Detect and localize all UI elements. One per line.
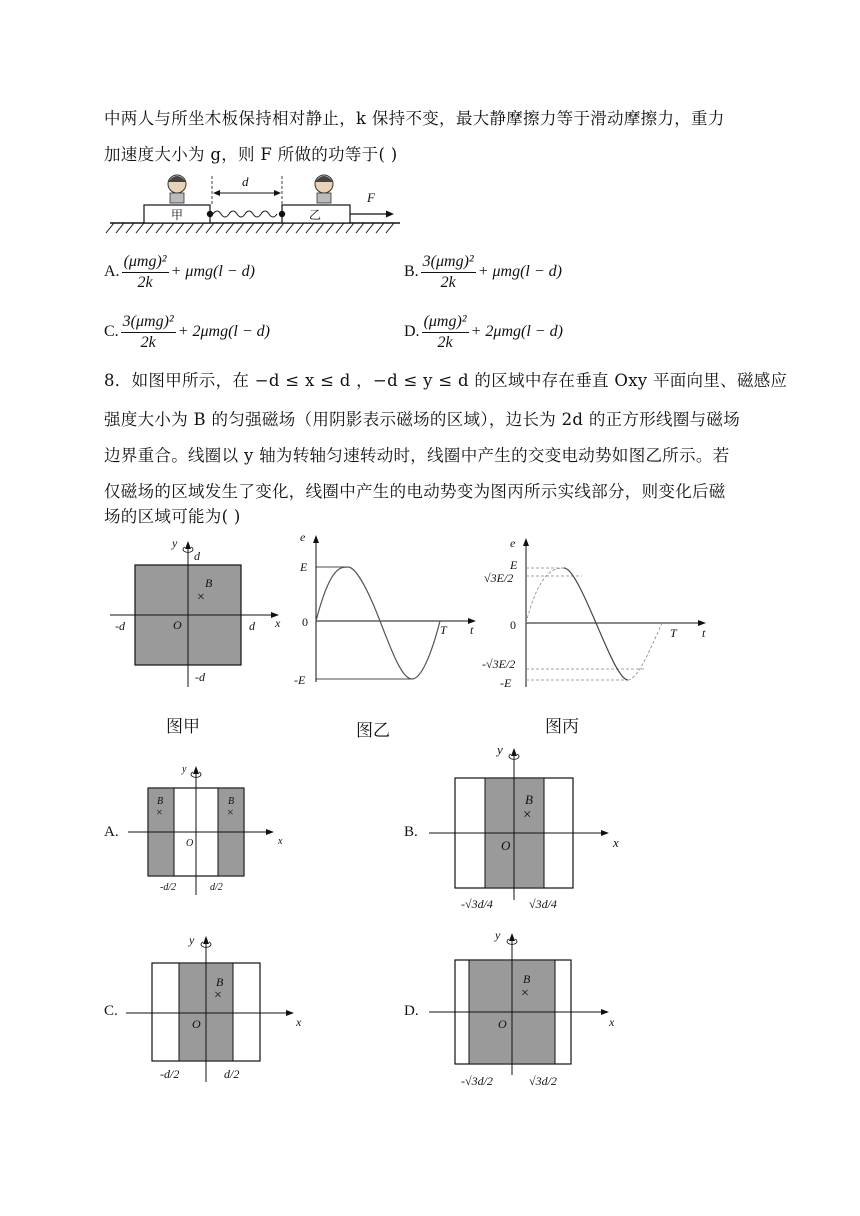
svg-text:d: d	[242, 174, 249, 189]
solid-curve-bing	[564, 568, 628, 680]
caption-yi: 图乙	[356, 721, 390, 741]
sine-curve-yi	[316, 567, 440, 679]
svg-text:O: O	[501, 838, 511, 853]
text-line-2: 加速度大小为 g，则 F 所做的功等于( )	[104, 145, 398, 164]
svg-text:y: y	[189, 933, 195, 947]
svg-text:-√3d/4: -√3d/4	[461, 897, 493, 911]
q7-option-d[interactable]: D. $\frac{\text{(μmg)²}}{2k}$ + 2μmg(l − d)	[404, 313, 563, 351]
svg-text:y: y	[172, 536, 178, 550]
figure-bing	[480, 535, 715, 695]
svg-text:√3E/2: √3E/2	[484, 571, 514, 585]
svg-text:B: B	[523, 972, 531, 986]
svg-text:B: B	[205, 576, 213, 590]
svg-text:y: y	[182, 764, 187, 775]
answer-c-figure[interactable]	[122, 928, 312, 1088]
svg-text:t: t	[470, 623, 474, 637]
svg-text:√3d/4: √3d/4	[529, 897, 557, 911]
answer-a-label[interactable]: A.	[104, 824, 119, 840]
svg-text:B: B	[157, 796, 164, 807]
svg-text:0: 0	[302, 615, 308, 629]
svg-text:O: O	[186, 838, 194, 849]
caption-bing: 图丙	[545, 717, 579, 737]
svg-text:×: ×	[214, 988, 222, 1003]
svg-text:T: T	[440, 623, 447, 637]
svg-text:d: d	[249, 619, 255, 633]
svg-text:-d: -d	[115, 619, 125, 633]
svg-text:×: ×	[227, 805, 234, 819]
answer-a-figure[interactable]	[122, 760, 297, 900]
q7-option-a[interactable]: A. $\frac{\text{(μmg)²}}{2k}$ + μmg(l − d)	[104, 253, 255, 291]
svg-text:t: t	[702, 626, 706, 640]
svg-text:×: ×	[521, 986, 529, 1001]
answer-b-figure[interactable]	[425, 742, 635, 917]
q7-option-b[interactable]: B. $\frac{\text{3(μmg)²}}{2k}$ + μmg(l − d)	[404, 253, 562, 291]
svg-text:d/2: d/2	[224, 1067, 240, 1081]
svg-text:y: y	[497, 742, 503, 757]
svg-text:d/2: d/2	[210, 882, 223, 893]
svg-text:B: B	[228, 796, 235, 807]
svg-text:×: ×	[156, 805, 163, 819]
figure-jia	[105, 535, 290, 695]
svg-text:E: E	[510, 558, 518, 572]
answer-d-figure[interactable]	[425, 925, 625, 1090]
q7-figure	[100, 168, 420, 238]
answer-b-label[interactable]: B.	[404, 824, 418, 840]
svg-text:y: y	[495, 928, 501, 942]
svg-text:×: ×	[197, 590, 205, 605]
q8-line-3: 边界重合。线圈以 y 轴为转轴匀速转动时，线圈中产生的交变电动势如图乙所示。若	[104, 446, 730, 465]
q7-option-c[interactable]: C. $\frac{\text{3(μmg)²}}{2k}$ + 2μmg(l − d)	[104, 313, 270, 351]
svg-text:x: x	[275, 616, 281, 630]
person-on-jia	[168, 175, 186, 203]
svg-text:×: ×	[523, 807, 532, 823]
q8-line-5: 场的区域可能为( )	[104, 507, 241, 526]
q8-line-4: 仅磁场的区域发生了变化，线圈中产生的电动势变为图丙所示实线部分，则变化后磁	[104, 482, 726, 501]
svg-text:x: x	[613, 835, 619, 850]
svg-text:-√3d/2: -√3d/2	[461, 1074, 493, 1088]
svg-text:-d/2: -d/2	[160, 1067, 180, 1081]
board-yi-label: 乙	[309, 208, 322, 222]
caption-jia: 图甲	[166, 717, 200, 737]
svg-text:e: e	[510, 536, 516, 550]
svg-text:e: e	[300, 530, 306, 544]
svg-text:O: O	[192, 1017, 201, 1031]
board-jia-label: 甲	[171, 208, 184, 222]
figure-yi	[290, 530, 485, 695]
svg-text:0: 0	[510, 618, 516, 632]
svg-text:d: d	[194, 549, 200, 563]
svg-text:T: T	[670, 626, 677, 640]
answer-c-label[interactable]: C.	[104, 1003, 118, 1019]
person-on-yi	[315, 175, 333, 203]
svg-text:x: x	[609, 1015, 615, 1029]
svg-text:-√3E/2: -√3E/2	[482, 657, 516, 671]
svg-text:B: B	[525, 792, 533, 807]
svg-text:x: x	[296, 1015, 302, 1029]
text-line-1: 中两人与所坐木板保持相对静止，k 保持不变，最大静摩擦力等于滑动摩擦力，重力	[104, 109, 725, 128]
svg-text:O: O	[498, 1017, 507, 1031]
svg-text:E: E	[300, 560, 308, 574]
svg-text:x: x	[278, 836, 283, 847]
svg-text:O: O	[173, 618, 182, 632]
svg-text:-d/2: -d/2	[160, 882, 177, 893]
svg-text:-d: -d	[195, 670, 205, 684]
answer-d-label[interactable]: D.	[404, 1003, 419, 1019]
spring	[213, 211, 277, 217]
svg-text:F: F	[367, 190, 375, 205]
q8-line-1: 8．如图甲所示，在 −d ≤ x ≤ d ，−d ≤ y ≤ d 的区域中存在垂直 Oxy 平面向里、磁感应	[104, 371, 788, 390]
svg-text:-E: -E	[500, 676, 512, 690]
svg-text:-E: -E	[294, 673, 306, 687]
svg-text:B: B	[216, 975, 224, 989]
q8-line-2: 强度大小为 B 的匀强磁场（用阴影表示磁场的区域），边长为 2d 的正方形线圈与磁场	[104, 410, 741, 429]
svg-text:√3d/2: √3d/2	[529, 1074, 557, 1088]
